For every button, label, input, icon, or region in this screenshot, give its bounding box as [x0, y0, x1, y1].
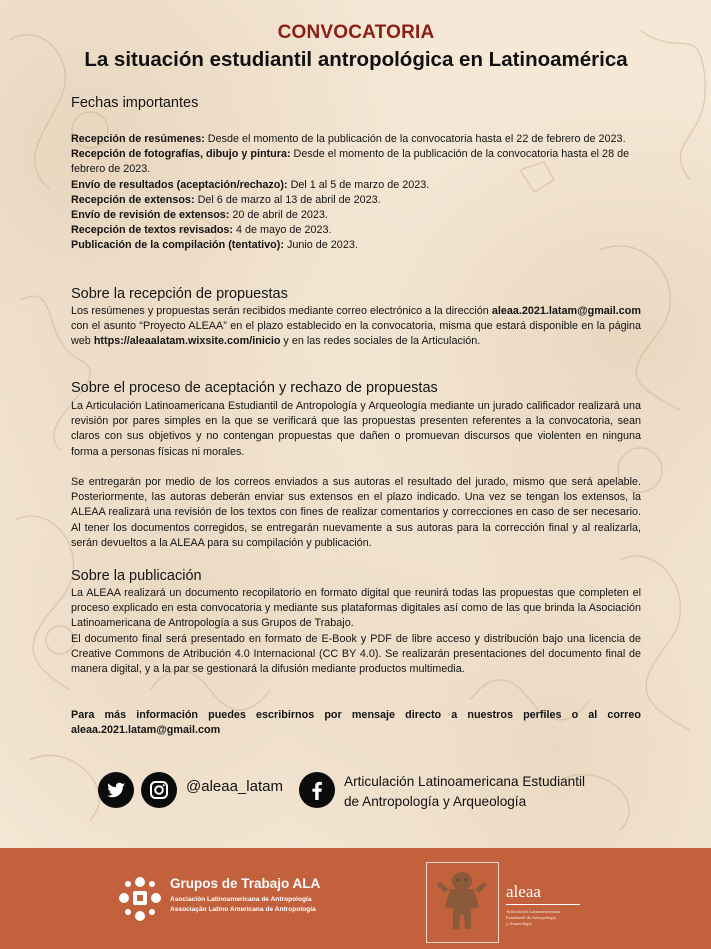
date-item [71, 132, 641, 147]
facebook-icon[interactable] [299, 772, 335, 808]
website-link[interactable]: https://aleaalatam.wixsite.com/inicio [93, 335, 281, 348]
dates-heading: Fechas importantes [71, 95, 199, 111]
date-text: 4 de mayo de 2023. [233, 224, 332, 237]
date-label: Recepción de resúmenes: [71, 133, 205, 145]
date-label: Recepción de extensos: [71, 193, 195, 206]
date-item [71, 147, 641, 177]
publication-paragraph-1: La ALEAA realizará un documento recopilatorio en formato digital que reunirá todas las propuestas que completen el proceso explicado en esta convocatoria y mediante sus plataformas digitales así como de las que brinda la Asociación Latinoamericana de Antropología a sus Grupos de Trabajo. [71, 587, 641, 630]
ala-subtitle: Associação Latino Americana de Antropologia [170, 906, 316, 913]
date-label: Recepción de fotografías, dibujo y pintura: [71, 148, 291, 161]
reception-paragraph [71, 304, 641, 350]
aleaa-subtitle: y Arqueología [506, 921, 532, 926]
page-title: La situación estudiantil antropológica en Latinoamérica [84, 48, 628, 71]
date-item [71, 238, 641, 253]
ala-subtitle: Asociación Latinoamericana de Antropología [170, 896, 312, 903]
date-text: Desde el momento de la publicación de la convocatoria hasta el 28 de febrero de 2023. [71, 148, 630, 176]
social-handle[interactable]: @aleaa_latam [186, 778, 283, 795]
process-paragraph-2: Se entregarán por medio de los correos enviados a sus autoras el resultado del jurado, mismo que será apelable. Posteriormente, las autoras deberán enviar sus extensos en el plazo indicado. Una vez se tengan los extensos, la ALEAA realizará una revisión de los textos con fines de realizar comentarios y correcciones en caso de ser necesario. Al tener los documentos corregidos, se entregarán nuevamente a sus autoras para la corrección final y al realizarla, serán devueltos a la ALEAA para su compilación y publicación. [71, 476, 641, 549]
dates-list [71, 132, 641, 254]
publication-heading: Sobre la publicación [71, 568, 202, 584]
date-label: Envío de resultados (aceptación/rechazo): [71, 178, 288, 191]
footer-band [0, 848, 711, 949]
date-item [71, 208, 641, 223]
reception-text: con el asunto “Proyecto ALEAA” en el plazo establecido en la convocatoria, misma que estará disponible en la página web [71, 320, 641, 348]
date-text: Del 1 al 5 de marzo de 2023. [287, 178, 430, 191]
date-text: Del 6 de marzo al 13 de abril de 2023. [194, 193, 381, 206]
date-label: Recepción de textos revisados: [71, 224, 234, 237]
email-link[interactable]: aleaa.2021.latam@gmail.com [491, 305, 641, 317]
date-item [71, 223, 641, 238]
contact-paragraph: Para más información puedes escribirnos por mensaje directo a nuestros perfiles o al correo aleaa.2021.latam@gmail.com [71, 709, 641, 737]
process-heading: Sobre el proceso de aceptación y rechazo de propuestas [71, 380, 438, 396]
organization-name-line: Articulación Latinoamericana Estudiantil [344, 774, 586, 789]
ala-title: Grupos de Trabajo ALA [170, 876, 321, 891]
date-item [71, 193, 641, 208]
date-text: 20 de abril de 2023. [229, 209, 328, 222]
page-kicker: CONVOCATORIA [277, 22, 435, 43]
twitter-icon[interactable] [98, 772, 134, 808]
ala-logo-icon [118, 876, 162, 924]
aleaa-figurine-image [426, 862, 499, 943]
aleaa-divider [506, 904, 580, 905]
aleaa-subtitle: Estudiantil de Antropología [506, 915, 556, 920]
reception-heading: Sobre la recepción de propuestas [71, 286, 288, 302]
date-text: Desde el momento de la publicación de la convocatoria hasta el 22 de febrero de 2023. [204, 133, 626, 145]
instagram-icon[interactable] [141, 772, 177, 808]
reception-text: Los resúmenes y propuestas serán recibidos mediante correo electrónico a la dirección [71, 305, 492, 317]
reception-text: y en las redes sociales de la Articulación. [280, 335, 481, 348]
publication-paragraph-2: El documento final será presentado en formato de E-Book y PDF de libre acceso y distribución bajo una licencia de Creative Commons de Atribución 4.0 Internacional (CC BY 4.0). Se realizarán presentaciones del documento final de manera digital, y a la par se gestionará la difusión mediante productos multimedia. [71, 633, 641, 676]
aleaa-subtitle: Articulación Latinoamericana [506, 909, 560, 914]
aleaa-wordmark: aleaa [506, 882, 541, 901]
organization-name-line: de Antropología y Arqueología [344, 794, 527, 809]
date-item [71, 178, 641, 193]
date-label: Envío de revisión de extensos: [71, 209, 230, 222]
date-text: Junio de 2023. [283, 239, 358, 252]
organization-name [344, 772, 624, 812]
process-paragraph-1: La Articulación Latinoamericana Estudiantil de Antropología y Arqueología mediante un jurado calificador realizará una revisión por pares simples en la que se verificará que las propuestas presenten referentes a la convocatoria, sean claros con sus objetivos y no contengan propuestas que dañen o promuevan discursos que violenten en ninguna forma a personas físicas ni morales. [71, 400, 641, 458]
figurine-icon [427, 863, 498, 942]
date-label: Publicación de la compilación (tentativo): [71, 239, 284, 252]
